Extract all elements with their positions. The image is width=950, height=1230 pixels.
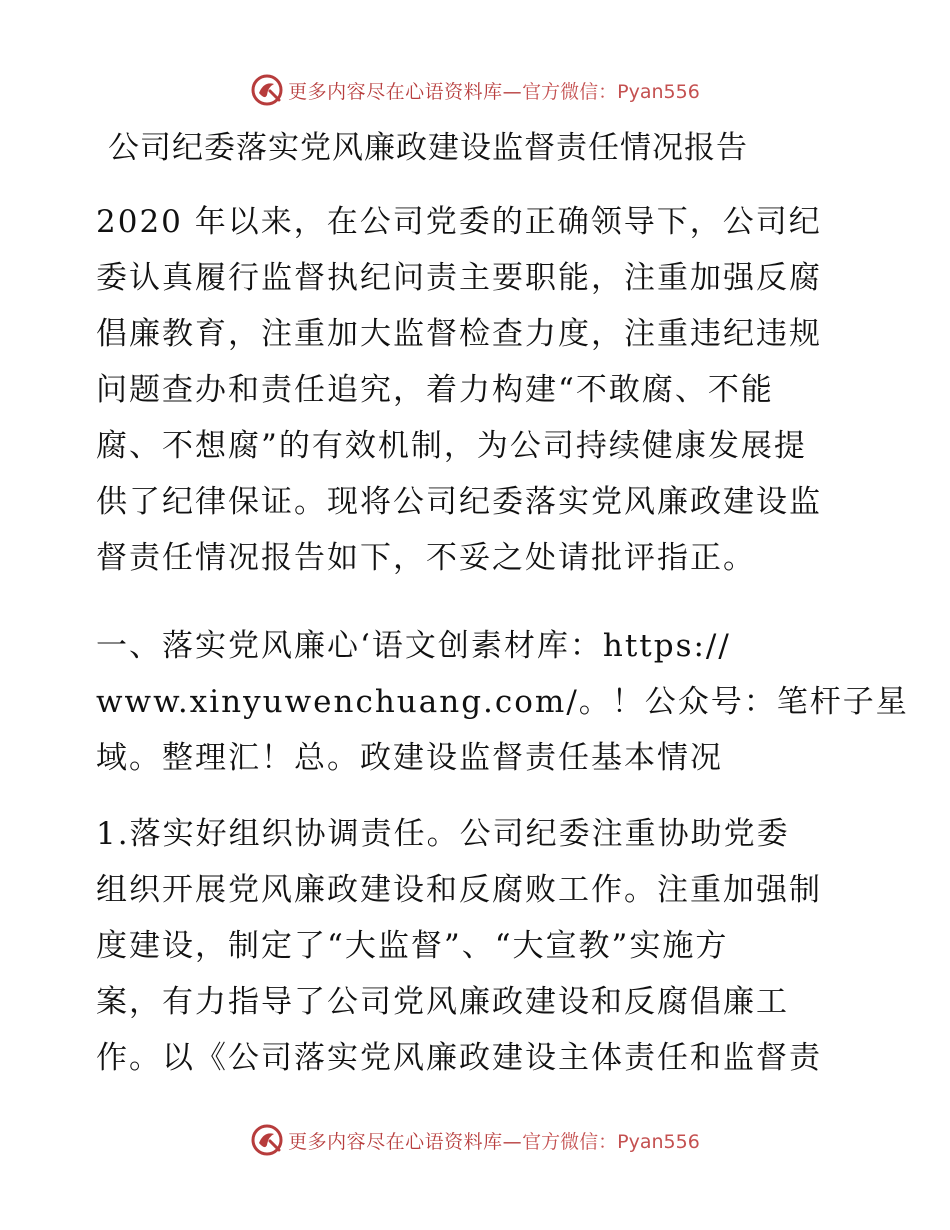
text-line: 2020 年以来，在公司党委的正确领导下，公司纪: [96, 204, 822, 240]
text-line: www.xinyuwenchuang.com/。！公众号：笔杆子星: [96, 684, 909, 720]
text-line: 倡廉教育，注重加大监督检查力度，注重违纪违规: [96, 316, 822, 352]
header-banner: [0, 70, 950, 110]
text-line: 案，有力指导了公司党风廉政建设和反腐倡廉工: [96, 984, 789, 1020]
text-line: 问题查办和责任追究，着力构建“不敢腐、不能: [96, 372, 774, 408]
text-line: 一、落实党风廉心‘语文创素材库：https://: [96, 628, 731, 664]
paragraph-item-1: [96, 806, 856, 1086]
banner-wechat: 官方微信：Pyan556: [522, 1130, 700, 1153]
footer-banner: [0, 1120, 950, 1160]
text-line: 域。整理汇！总。政建设监督责任基本情况: [96, 740, 723, 776]
text-line: 度建设，制定了“大监督”、“大宣教”实施方: [96, 928, 729, 964]
paragraph-section-heading: [96, 618, 909, 786]
red-swirl-logo-icon: [250, 73, 284, 107]
text-line: 委认真履行监督执纪问责主要职能，注重加强反腐: [96, 260, 822, 296]
text-line: 腐、不想腐”的有效机制，为公司持续健康发展提: [96, 428, 807, 464]
red-swirl-logo-icon: [250, 1123, 284, 1157]
text-line: 组织开展党风廉政建设和反腐败工作。注重加强制: [96, 872, 822, 908]
text-line: 供了纪律保证。现将公司纪委落实党风廉政建设监: [96, 484, 822, 520]
text-line: 督责任情况报告如下，不妥之处请批评指正。: [96, 540, 756, 576]
banner-text: 更多内容尽在心语资料库—: [288, 80, 523, 103]
banner-wechat: 官方微信：Pyan556: [522, 80, 700, 103]
banner-text: 更多内容尽在心语资料库—: [288, 1130, 523, 1153]
text-line: 1.落实好组织协调责任。公司纪委注重协助党委: [96, 816, 790, 852]
document-title: 公司纪委落实党风廉政建设监督责任情况报告: [108, 130, 748, 166]
paragraph-intro: [96, 194, 856, 586]
text-line: 作。以《公司落实党风廉政建设主体责任和监督责: [96, 1040, 822, 1076]
